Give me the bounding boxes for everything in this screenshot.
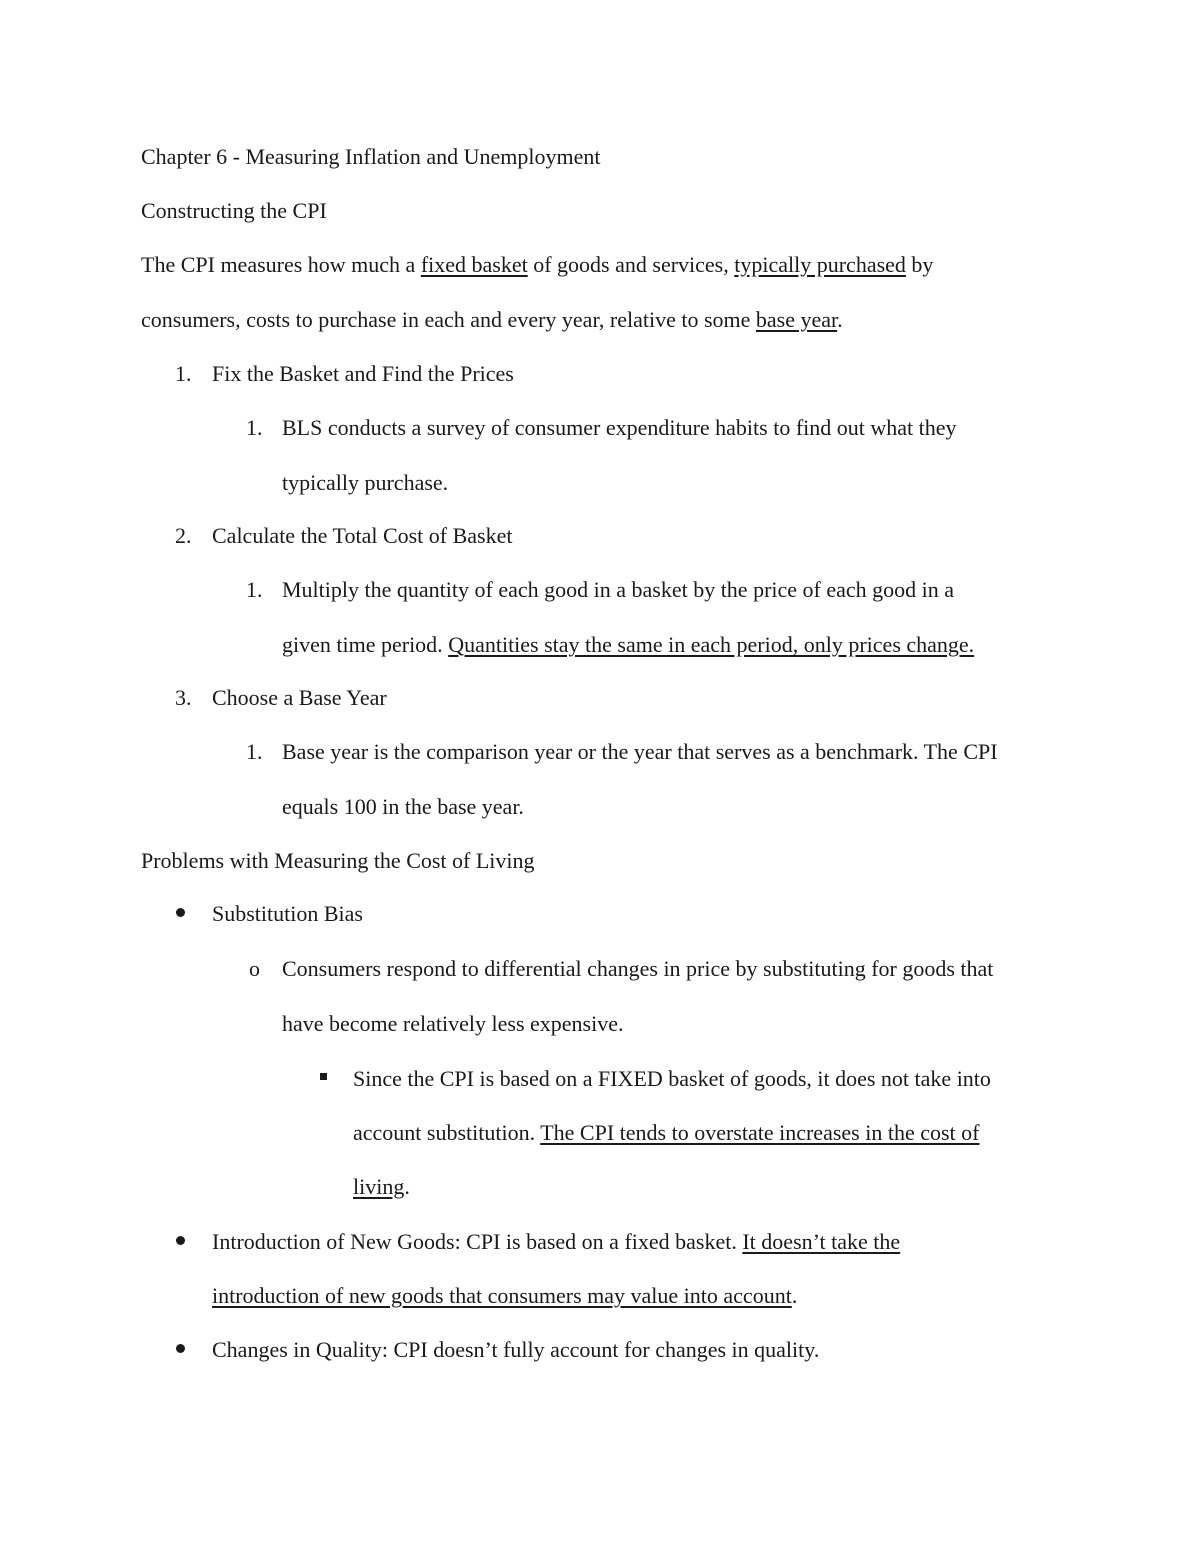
sublist-item-line-2: typically purchase.: [282, 470, 449, 495]
document-title: Chapter 6 - Measuring Inflation and Unemployment: [141, 144, 601, 169]
sublist-item-line-2: [282, 632, 974, 658]
sub-bullet-line-1: Consumers respond to differential changes in price by substituting for goods that: [282, 956, 994, 981]
underlined-note-living: living: [353, 1174, 405, 1199]
sub-bullet-circle-icon: o: [249, 956, 260, 981]
list-number: 3.: [175, 685, 192, 710]
section-heading-constructing-cpi: Constructing the CPI: [141, 198, 327, 223]
list-item-fix-basket: Fix the Basket and Find the Prices: [212, 361, 514, 386]
bullet-dot-icon: [176, 908, 185, 917]
bullet-dot-icon: [176, 1344, 185, 1353]
sublist-item-line-1: Base year is the comparison year or the year that serves as a benchmark. The CPI: [282, 739, 998, 764]
underlined-term-fixed-basket: fixed basket: [420, 252, 528, 277]
underlined-term-base-year: base year: [755, 307, 838, 332]
intro-paragraph-line-1: [141, 252, 933, 278]
sublist-item-line-1: BLS conducts a survey of consumer expenditure habits to find out what they: [282, 415, 957, 440]
intro-text: by: [905, 252, 934, 277]
section-heading-problems: Problems with Measuring the Cost of Living: [141, 848, 535, 873]
list-number: 1.: [175, 361, 192, 386]
sublist-number: 1.: [246, 415, 263, 440]
underlined-note-new-goods: introduction of new goods that consumers may value into account: [212, 1283, 792, 1308]
bullet-item-new-goods-line-2: [212, 1283, 797, 1309]
sub-sub-bullet-line-3: [353, 1174, 410, 1200]
bullet-item-new-goods-line-1: [212, 1229, 900, 1255]
underlined-term-typically-purchased: typically purchased: [734, 252, 906, 277]
underlined-note-new-goods: It doesn’t take the: [742, 1229, 901, 1254]
bullet-text: Introduction of New Goods: CPI is based on a fixed basket.: [212, 1229, 743, 1254]
intro-text: of goods and services,: [527, 252, 735, 277]
sublist-number: 1.: [246, 739, 263, 764]
intro-text: The CPI measures how much a: [141, 252, 421, 277]
list-item-base-year: Choose a Base Year: [212, 685, 387, 710]
bullet-text: .: [791, 1283, 798, 1308]
bullet-item-changes-in-quality: Changes in Quality: CPI doesn’t fully account for changes in quality.: [212, 1337, 820, 1362]
underlined-note-quantities: Quantities stay the same in each period, only prices change.: [448, 632, 975, 657]
sublist-item-line-2: equals 100 in the base year.: [282, 794, 524, 819]
sub-sub-bullet-text: account substitution.: [353, 1120, 541, 1145]
bullet-item-substitution-bias: Substitution Bias: [212, 901, 363, 926]
sub-sub-bullet-square-icon: [320, 1073, 327, 1080]
intro-text: consumers, costs to purchase in each and every year, relative to some: [141, 307, 756, 332]
sub-bullet-line-2: have become relatively less expensive.: [282, 1011, 624, 1036]
underlined-note-overstate: The CPI tends to overstate increases in the cost of: [540, 1120, 980, 1145]
list-item-total-cost: Calculate the Total Cost of Basket: [212, 523, 513, 548]
sub-sub-bullet-line-2: [353, 1120, 979, 1146]
bullet-dot-icon: [176, 1236, 185, 1245]
list-number: 2.: [175, 523, 192, 548]
sublist-text: given time period.: [282, 632, 449, 657]
sublist-number: 1.: [246, 577, 263, 602]
sub-sub-bullet-line-1: Since the CPI is based on a FIXED basket of goods, it does not take into: [353, 1066, 991, 1091]
intro-paragraph-line-2: [141, 307, 843, 333]
intro-text: .: [837, 307, 843, 332]
sub-sub-bullet-text: .: [404, 1174, 410, 1199]
sublist-item-line-1: Multiply the quantity of each good in a basket by the price of each good in a: [282, 577, 955, 602]
